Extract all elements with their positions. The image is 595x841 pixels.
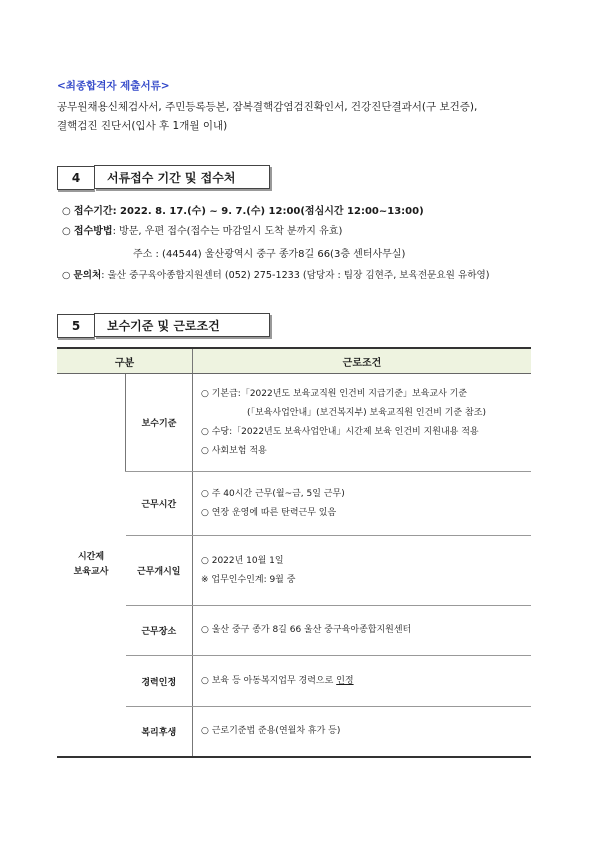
bullet: ○ (62, 226, 71, 237)
application-period-value: : 2022. 8. 17.(수) ~ 9. 7.(수) 12:00(점심시간 12:00~13:00) (112, 206, 424, 217)
row-label-hours: 근무시간 (126, 472, 193, 536)
application-method-label: 접수방법 (73, 226, 113, 237)
row-content-pay (193, 374, 532, 472)
table-row (57, 374, 531, 472)
final-docs-heading: <최종합격자 제출서류> (57, 80, 170, 92)
section-4-number: 4 (57, 166, 94, 190)
contact-label: 문의처 (73, 270, 102, 281)
row-content-welfare (193, 707, 532, 757)
content-line: ○ 근로기준법 준용(연월차 휴가 등) (201, 725, 341, 736)
table-row (57, 606, 531, 656)
row-content-location (193, 606, 532, 656)
content-line: ○ 울산 중구 종가 8길 66 울산 중구육아종합지원센터 (201, 625, 412, 635)
working-conditions-table (57, 347, 531, 758)
row-content-career (193, 656, 532, 707)
contact-info (62, 267, 490, 281)
header-category: 구분 (57, 348, 193, 374)
content-line: ○ 주 40시간 근무(월~금, 5일 근무) (201, 488, 345, 499)
content-line: ○ 수당:「2022년도 보육사업안내」시간제 보육 인건비 지원내용 적용 (201, 426, 479, 437)
final-docs-list (57, 98, 477, 136)
final-docs-line-2: 결핵검진 진단서(입사 후 1개월 이내) (57, 120, 228, 132)
application-period (62, 202, 424, 217)
content-line: ○ 사회보험 적용 (201, 445, 267, 456)
row-label-start-date: 근무개시일 (126, 536, 193, 606)
table-row (57, 472, 531, 536)
group-label-line-2: 보육교사 (73, 566, 109, 577)
section-5-title: 보수기준 및 근로조건 (94, 313, 270, 337)
final-docs-line-1: 공무원채용신체검사서, 주민등록등본, 잠복결핵감염검진확인서, 건강진단결과서(구 보건증), (57, 101, 478, 113)
group-label (57, 374, 126, 757)
table-header-row (57, 348, 531, 374)
table-row (57, 536, 531, 606)
table-row (57, 656, 531, 707)
content-line: ○ 기본급:「2022년도 보육교직원 인건비 지급기준」보육교사 기준 (201, 388, 468, 399)
application-address: 주소 : (44544) 울산광역시 중구 종가8길 66(3층 센터사무실) (133, 249, 406, 260)
application-method-value: : 방문, 우편 접수(접수는 마감일시 도착 분까지 유효) (112, 226, 343, 237)
content-line: ○ 연장 운영에 따른 탄력근무 있음 (201, 507, 337, 518)
row-label-location: 근무장소 (126, 606, 193, 656)
application-method (62, 222, 342, 237)
row-content-start-date (193, 536, 532, 606)
bullet: ○ (62, 206, 71, 217)
group-label-line-1: 시간제 (77, 551, 105, 562)
row-label-pay: 보수기준 (126, 374, 193, 472)
content-line: ○ 2022년 10월 1일 (201, 555, 284, 566)
contact-value: : 울산 중구육아종합지원센터 (052) 275-1233 (담당자 : 팀장 김현주, 보육전문요원 유하영) (101, 270, 490, 281)
section-5-number: 5 (57, 314, 94, 338)
table-row (57, 707, 531, 757)
content-line: ※ 업무인수인계: 9월 중 (201, 574, 296, 585)
row-label-welfare: 복리후생 (126, 707, 193, 757)
content-line: ○ 보육 등 아동복지업무 경력으로 (201, 675, 337, 686)
section-4-title: 서류접수 기간 및 접수처 (94, 165, 270, 189)
bullet: ○ (62, 270, 71, 281)
application-period-label: 접수기간 (73, 206, 113, 217)
header-conditions: 근로조건 (193, 348, 532, 374)
underlined-text: 인정 (336, 675, 354, 686)
row-label-career: 경력인정 (126, 656, 193, 707)
content-line: (「보육사업안내」(보건복지부) 보육교직원 인건비 기준 참조) (247, 407, 486, 418)
row-content-hours (193, 472, 532, 536)
